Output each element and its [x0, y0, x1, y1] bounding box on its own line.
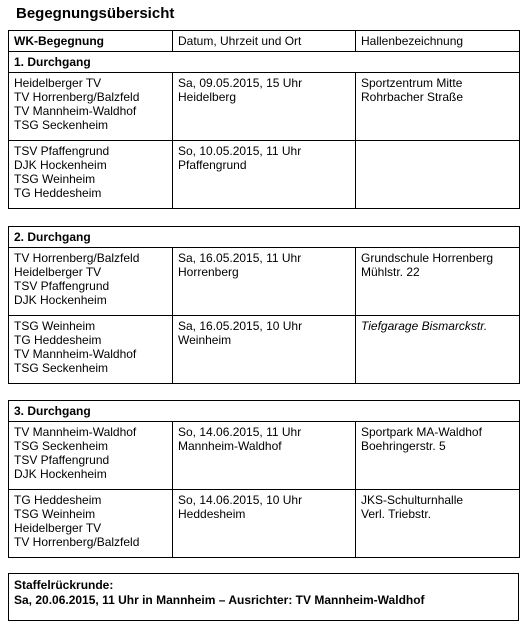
date-place-cell-line: So, 10.05.2015, 11 Uhr: [178, 144, 302, 158]
round-heading: 3. Durchgang: [9, 401, 520, 422]
teams-cell-line: Heidelberger TV: [14, 521, 102, 535]
teams-cell-line: TG Heddesheim: [14, 186, 102, 200]
hall-cell: [356, 248, 520, 316]
summary-text: Sa, 20.06.2015, 11 Uhr in Mannheim – Ausrichter: TV Mannheim-Waldhof: [14, 593, 425, 607]
summary-heading: Staffelrückrunde:: [14, 578, 114, 592]
teams-cell-line: TV Mannheim-Waldhof: [14, 347, 137, 361]
teams-cell-line: TG Heddesheim: [14, 333, 102, 347]
teams-cell: [9, 248, 173, 316]
teams-cell-line: Heidelberger TV: [14, 265, 102, 279]
teams-cell-line: TSV Pfaffengrund: [14, 453, 110, 467]
date-place-cell-line: Heddesheim: [178, 507, 246, 521]
hall-cell-line: Rohrbacher Straße: [361, 90, 464, 104]
teams-cell-line: DJK Hockenheim: [14, 467, 107, 481]
hall-cell-line: Sportpark MA-Waldhof: [361, 425, 482, 439]
round-heading-row: [9, 227, 520, 248]
round-table-3: [8, 400, 520, 558]
date-place-cell-line: Heidelberg: [178, 90, 237, 104]
date-place-cell: [173, 73, 356, 141]
hall-cell: [356, 73, 520, 141]
date-place-cell-line: So, 14.06.2015, 10 Uhr: [178, 493, 303, 507]
teams-cell-line: TSG Weinheim: [14, 172, 96, 186]
round-heading: 1. Durchgang: [9, 52, 520, 73]
teams-cell: [9, 422, 173, 490]
date-place-cell-line: Horrenberg: [178, 265, 239, 279]
teams-cell-line: TV Horrenberg/Balzfeld: [14, 90, 140, 104]
table-row: [9, 316, 520, 384]
teams-cell-line: TV Horrenberg/Balzfeld: [14, 251, 140, 265]
date-place-cell-line: Pfaffengrund: [178, 158, 247, 172]
teams-cell-line: TG Heddesheim: [14, 493, 102, 507]
hall-cell-line: Mühlstr. 22: [361, 265, 420, 279]
table-row: [9, 490, 520, 558]
teams-cell: [9, 73, 173, 141]
round-table-2: [8, 226, 520, 384]
page-title: Begegnungsübersicht: [16, 5, 175, 22]
teams-cell-line: TSG Seckenheim: [14, 439, 109, 453]
round-heading-row: [9, 52, 520, 73]
date-place-cell-line: Weinheim: [178, 333, 232, 347]
hall-cell-line: Sportzentrum Mitte: [361, 76, 463, 90]
date-place-cell: [173, 422, 356, 490]
teams-cell-line: TV Mannheim-Waldhof: [14, 104, 137, 118]
hall-cell-line: JKS-Schulturnhalle: [361, 493, 464, 507]
table-row: [9, 248, 520, 316]
date-place-cell-line: Mannheim-Waldhof: [178, 439, 282, 453]
teams-cell-line: TSG Weinheim: [14, 319, 96, 333]
hall-cell-line: Verl. Triebstr.: [361, 507, 432, 521]
round-heading-row: [9, 401, 520, 422]
table-row: [9, 422, 520, 490]
round-table-1: [8, 30, 520, 209]
teams-cell-line: TSV Pfaffengrund: [14, 144, 110, 158]
teams-cell: [9, 490, 173, 558]
teams-cell: [9, 141, 173, 209]
table-header-row: [9, 31, 520, 52]
column-header: Datum, Uhrzeit und Ort: [173, 31, 356, 52]
date-place-cell-line: So, 14.06.2015, 11 Uhr: [178, 425, 302, 439]
table-row: [9, 141, 520, 209]
hall-cell: [356, 316, 520, 384]
column-header: WK-Begegnung: [9, 31, 173, 52]
date-place-cell: [173, 141, 356, 209]
teams-cell-line: TV Horrenberg/Balzfeld: [14, 535, 140, 549]
date-place-cell-line: Sa, 09.05.2015, 15 Uhr: [178, 76, 303, 90]
date-place-cell: [173, 248, 356, 316]
round-heading: 2. Durchgang: [9, 227, 520, 248]
hall-cell-line: Grundschule Horrenberg: [361, 251, 494, 265]
date-place-cell-line: Sa, 16.05.2015, 10 Uhr: [178, 319, 303, 333]
hall-cell-line: Tiefgarage Bismarckstr.: [361, 319, 488, 333]
teams-cell: [9, 316, 173, 384]
hall-cell-line: Boehringerstr. 5: [361, 439, 446, 453]
teams-cell-line: DJK Hockenheim: [14, 293, 107, 307]
date-place-cell: [173, 316, 356, 384]
teams-cell-line: TSG Seckenheim: [14, 361, 109, 375]
hall-cell: [356, 422, 520, 490]
teams-cell-line: DJK Hockenheim: [14, 158, 107, 172]
table-row: [9, 73, 520, 141]
teams-cell-line: TSG Seckenheim: [14, 118, 109, 132]
teams-cell-line: TV Mannheim-Waldhof: [14, 425, 137, 439]
hall-cell: [356, 141, 520, 209]
date-place-cell: [173, 490, 356, 558]
teams-cell-line: Heidelberger TV: [14, 76, 102, 90]
teams-cell-line: TSG Weinheim: [14, 507, 96, 521]
summary-box: [8, 573, 519, 621]
hall-cell: [356, 490, 520, 558]
column-header: Hallenbezeichnung: [356, 31, 520, 52]
date-place-cell-line: Sa, 16.05.2015, 11 Uhr: [178, 251, 302, 265]
teams-cell-line: TSV Pfaffengrund: [14, 279, 110, 293]
